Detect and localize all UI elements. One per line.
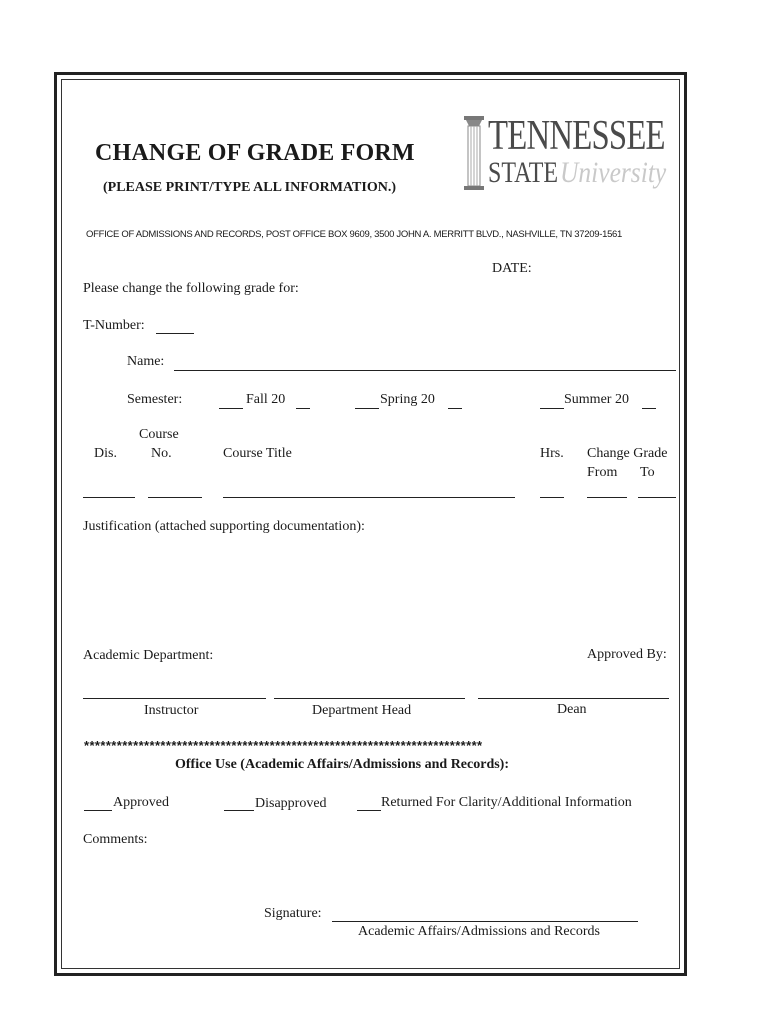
name-label: Name: <box>127 354 165 369</box>
fall-year-field[interactable] <box>296 408 310 409</box>
form-title: CHANGE OF GRADE FORM <box>95 140 415 166</box>
hrs-header: Hrs. <box>540 446 564 461</box>
department-head-label: Department Head <box>312 703 412 718</box>
justification-label: Justification (attached supporting documentation): <box>83 519 365 534</box>
signature-label: Signature: <box>264 906 322 921</box>
dean-label: Dean <box>557 702 587 717</box>
intro-text: Please change the following grade for: <box>83 281 299 296</box>
approved-label: Approved <box>113 795 169 810</box>
dean-signature-line[interactable] <box>478 698 669 699</box>
disapproved-label: Disapproved <box>255 796 327 811</box>
tsu-logo <box>462 112 677 194</box>
office-signature-line[interactable] <box>332 921 638 922</box>
approved-checkbox[interactable] <box>84 810 112 811</box>
from-header: From <box>587 465 618 480</box>
instructor-label: Instructor <box>144 703 199 718</box>
date-label: DATE: <box>492 261 532 276</box>
instructor-signature-line[interactable] <box>83 698 266 699</box>
dis-header: Dis. <box>94 446 117 461</box>
logo-university: University <box>560 156 667 189</box>
comments-label: Comments: <box>83 832 148 847</box>
summer-year-field[interactable] <box>642 408 656 409</box>
logo-state: STATE <box>488 156 559 189</box>
office-use-title: Office Use (Academic Affairs/Admissions and Records): <box>175 757 510 772</box>
spring-label: Spring 20 <box>380 392 435 407</box>
divider-stars: ************************************************************************* <box>84 738 483 753</box>
returned-label: Returned For Clarity/Additional Information <box>381 795 632 810</box>
course-no-header: No. <box>151 446 172 461</box>
column-icon <box>462 116 486 196</box>
tnumber-field[interactable] <box>156 333 194 334</box>
department-head-signature-line[interactable] <box>274 698 465 699</box>
spring-year-field[interactable] <box>448 408 462 409</box>
semester-label: Semester: <box>127 392 183 407</box>
signature-caption: Academic Affairs/Admissions and Records <box>358 924 600 939</box>
returned-checkbox[interactable] <box>357 810 381 811</box>
hrs-field[interactable] <box>540 497 564 498</box>
office-address: OFFICE OF ADMISSIONS AND RECORDS, POST OFFICE BOX 9609, 3500 JOHN A. MERRITT BLVD., NASHVILLE, TN 37209-1561 <box>86 229 623 240</box>
course-title-field[interactable] <box>223 497 515 498</box>
to-field[interactable] <box>638 497 676 498</box>
tnumber-label: T-Number: <box>83 318 145 333</box>
from-field[interactable] <box>587 497 627 498</box>
academic-department-label: Academic Department: <box>83 648 214 663</box>
form-subtitle: (PLEASE PRINT/TYPE ALL INFORMATION.) <box>103 180 396 195</box>
change-grade-header: Change Grade <box>587 446 668 461</box>
disapproved-checkbox[interactable] <box>224 810 254 811</box>
spring-checkbox[interactable] <box>355 408 379 409</box>
fall-checkbox[interactable] <box>219 408 243 409</box>
summer-label: Summer 20 <box>564 392 629 407</box>
logo-tennessee: TENNESSEE <box>488 113 665 159</box>
to-header: To <box>640 465 655 480</box>
dis-field[interactable] <box>83 497 135 498</box>
course-header-top: Course <box>139 427 179 442</box>
summer-checkbox[interactable] <box>540 408 564 409</box>
approved-by-label: Approved By: <box>587 647 667 662</box>
course-title-header: Course Title <box>223 446 292 461</box>
course-no-field[interactable] <box>148 497 202 498</box>
name-field[interactable] <box>174 370 676 371</box>
fall-label: Fall 20 <box>246 392 286 407</box>
